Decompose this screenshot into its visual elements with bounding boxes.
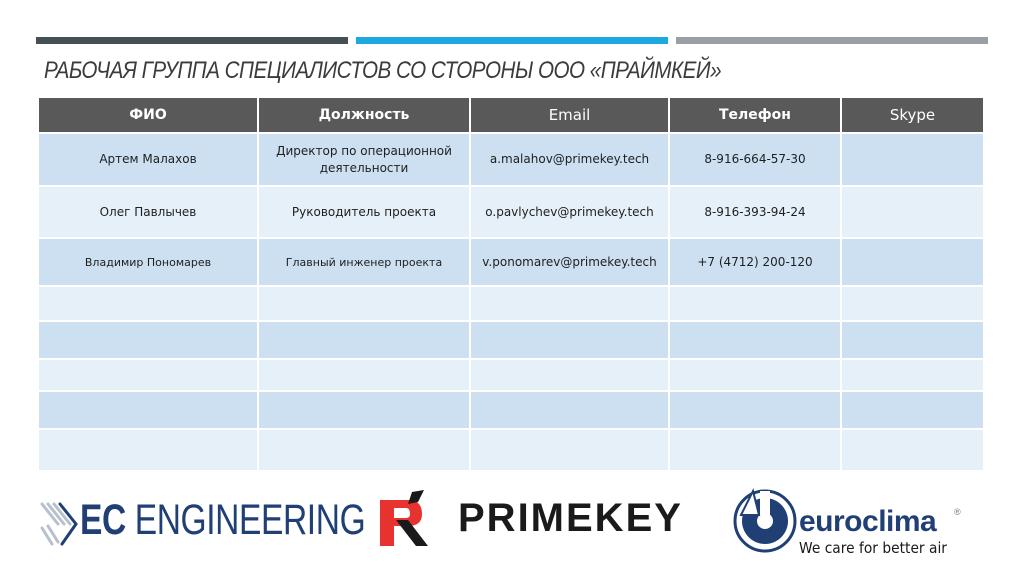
column-header-email: Email — [470, 97, 669, 133]
ec-engineering-logo — [40, 494, 366, 549]
euroclima-tagline: We care for better air — [799, 539, 947, 557]
table-row-empty — [38, 391, 984, 429]
primekey-logo — [378, 490, 688, 548]
cell-position — [258, 286, 470, 321]
team-table — [37, 96, 985, 472]
cell-phone — [669, 391, 841, 429]
euroclima-logo — [733, 485, 968, 560]
cell-name: Артем Малахов — [38, 133, 258, 186]
cell-email — [470, 359, 669, 391]
ec-engineering-mark-icon — [40, 500, 80, 550]
cell-email — [470, 429, 669, 471]
accent-bar-blue — [356, 37, 668, 44]
accent-bar-gray — [676, 37, 988, 44]
column-header-name: ФИО — [38, 97, 258, 133]
cell-email: a.malahov@primekey.tech — [470, 133, 669, 186]
cell-skype — [841, 186, 984, 238]
table-row-empty — [38, 429, 984, 471]
table-header-row — [38, 97, 984, 133]
page-title: РАБОЧАЯ ГРУППА СПЕЦИАЛИСТОВ СО СТОРОНЫ ООО «ПРАЙМКЕЙ» — [44, 57, 722, 84]
cell-name — [38, 429, 258, 471]
cell-phone — [669, 286, 841, 321]
cell-skype — [841, 321, 984, 359]
primekey-mark-icon — [378, 490, 434, 548]
cell-skype — [841, 238, 984, 286]
cell-phone: 8-916-393-94-24 — [669, 186, 841, 238]
cell-position: Главный инженер проекта — [258, 238, 470, 286]
table-row-empty — [38, 359, 984, 391]
cell-position: Руководитель проекта — [258, 186, 470, 238]
cell-name — [38, 391, 258, 429]
cell-email: o.pavlychev@primekey.tech — [470, 186, 669, 238]
column-header-phone: Телефон — [669, 97, 841, 133]
column-header-skype: Skype — [841, 97, 984, 133]
cell-skype — [841, 429, 984, 471]
column-header-position: Должность — [258, 97, 470, 133]
cell-phone — [669, 359, 841, 391]
table-row-empty — [38, 321, 984, 359]
ec-logo-text: ENGINEERING — [125, 496, 366, 544]
cell-position — [258, 359, 470, 391]
cell-skype — [841, 133, 984, 186]
cell-phone: 8-916-664-57-30 — [669, 133, 841, 186]
table-row — [38, 186, 984, 238]
cell-phone — [669, 429, 841, 471]
accent-bar-dark — [36, 37, 348, 44]
cell-name — [38, 321, 258, 359]
euroclima-mark-icon — [733, 485, 797, 555]
cell-name — [38, 359, 258, 391]
table-row — [38, 238, 984, 286]
cell-email — [470, 286, 669, 321]
cell-email: v.ponomarev@primekey.tech — [470, 238, 669, 286]
cell-email — [470, 321, 669, 359]
euroclima-logo-text: euroclima — [799, 505, 937, 538]
cell-skype — [841, 359, 984, 391]
cell-position — [258, 429, 470, 471]
table-row-empty — [38, 286, 984, 321]
cell-name — [38, 286, 258, 321]
cell-phone — [669, 321, 841, 359]
primekey-logo-text: PRIMEKEY — [458, 496, 683, 540]
ec-logo-bold: EC — [80, 496, 126, 544]
registered-mark: ® — [954, 507, 961, 517]
cell-position: Директор по операционной деятельности — [258, 133, 470, 186]
cell-email — [470, 391, 669, 429]
cell-skype — [841, 391, 984, 429]
cell-position — [258, 391, 470, 429]
cell-position — [258, 321, 470, 359]
table-row — [38, 133, 984, 186]
cell-name: Владимир Пономарев — [38, 238, 258, 286]
cell-phone: +7 (4712) 200-120 — [669, 238, 841, 286]
cell-skype — [841, 286, 984, 321]
cell-name: Олег Павлычев — [38, 186, 258, 238]
